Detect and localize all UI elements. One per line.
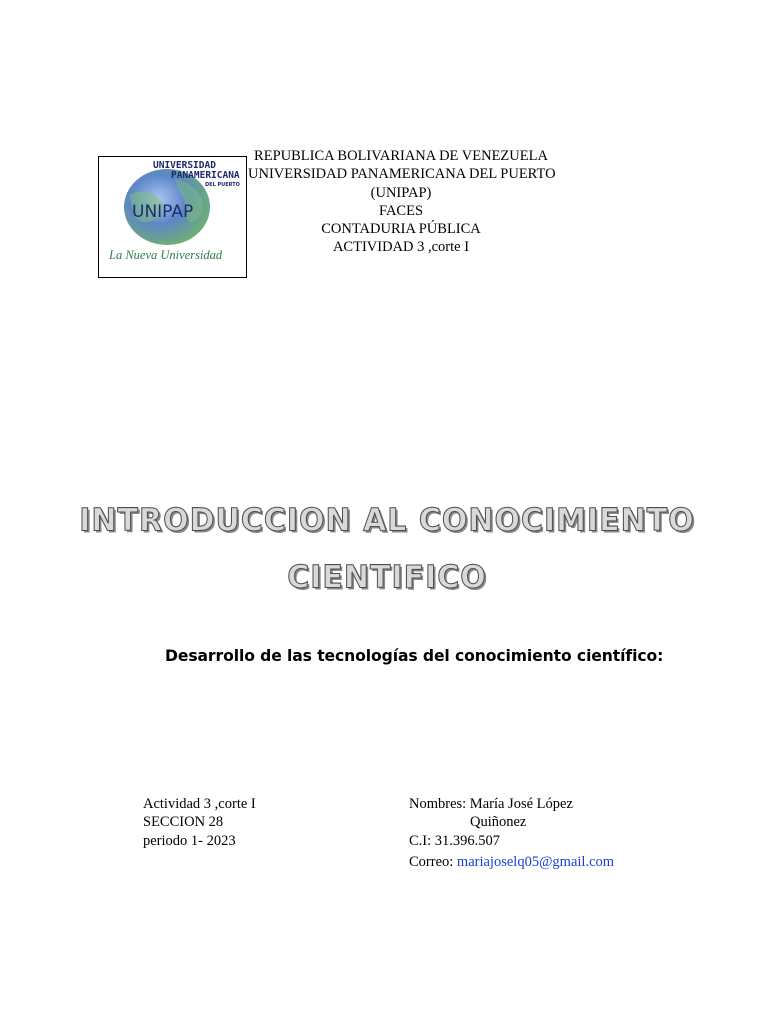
activity-info <box>143 795 256 850</box>
header-acronym: (UNIPAP) <box>370 184 432 201</box>
header-faculty: FACES <box>378 202 424 219</box>
student-names: Nombres: María José López <box>409 796 573 812</box>
student-surname: Quiñonez <box>470 814 527 831</box>
document-title-line2: CIENTIFICO <box>287 559 487 596</box>
institution-header <box>248 147 554 257</box>
document-title-line1: INTRODUCCION AL CONOCIMIENTO <box>79 502 695 539</box>
header-career: CONTADURIA PÚBLICA <box>321 221 481 238</box>
student-email-row <box>409 853 614 871</box>
header-university: UNIVERSIDAD PANAMERICANA DEL PUERTO <box>248 166 556 183</box>
logo-acronym: UNIPAP <box>132 202 194 222</box>
student-ci: C.I: 31.396.507 <box>409 832 501 849</box>
activity-label: Actividad 3 ,corte I <box>143 796 256 812</box>
header-country: REPUBLICA BOLIVARIANA DE VENEZUELA <box>254 148 548 164</box>
logo-line2: PANAMERICANA <box>171 170 240 181</box>
document-subtitle: Desarrollo de las tecnologías del conocimiento científico: <box>165 647 664 665</box>
email-link[interactable]: mariajoselq05@gmail.com <box>456 853 615 870</box>
email-label: Correo: <box>409 853 454 870</box>
header-activity: ACTIVIDAD 3 ,corte I <box>332 239 470 256</box>
student-info <box>409 795 614 871</box>
university-logo <box>98 156 247 278</box>
section-label: SECCION 28 <box>143 814 224 831</box>
logo-line1: UNIVERSIDAD <box>153 160 216 171</box>
logo-slogan: La Nueva Universidad <box>109 248 223 262</box>
logo-line3: DEL PUERTO <box>205 182 240 188</box>
period-label: periodo 1- 2023 <box>143 832 236 849</box>
